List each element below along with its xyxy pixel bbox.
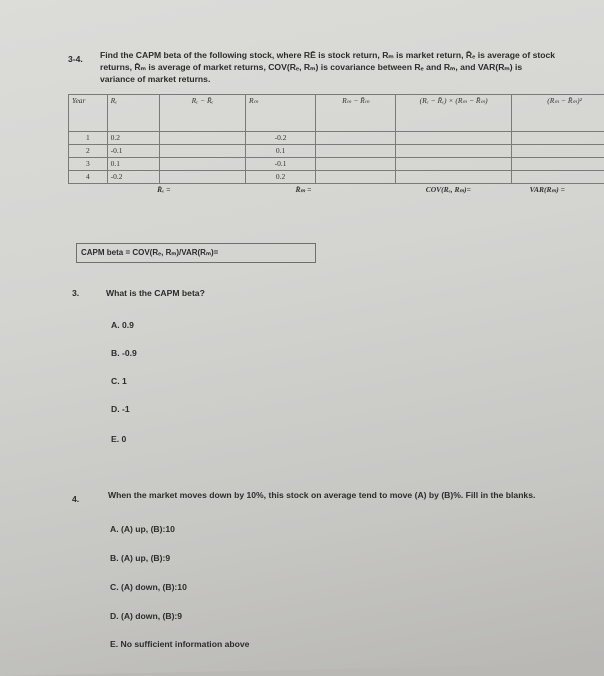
q3-text: What is the CAPM beta? xyxy=(106,288,205,299)
q4-option-e[interactable]: E. No sufficient information above xyxy=(110,639,249,650)
q3-option-e[interactable]: E. 0 xyxy=(111,434,126,445)
cell-rm-dev[interactable] xyxy=(316,132,396,145)
cell-re: 0.1 xyxy=(107,158,159,171)
header-rm: Rₘ xyxy=(246,95,316,132)
header-re: Rₑ xyxy=(107,95,159,132)
total-re-avg[interactable]: R̄ₑ = xyxy=(107,184,245,201)
q3-option-b[interactable]: B. -0.9 xyxy=(111,348,137,359)
total-cov[interactable]: COV(Rₑ, Rₘ)= xyxy=(396,184,512,201)
cell-squared[interactable] xyxy=(512,132,604,145)
header-re-dev: Rₑ − R̄ₑ xyxy=(160,95,246,132)
q3-option-d[interactable]: D. -1 xyxy=(111,404,130,415)
table-row xyxy=(69,171,604,184)
capm-table xyxy=(68,94,604,200)
cell-rm: -0.1 xyxy=(246,158,316,171)
problem-line-1: Find the CAPM beta of the following stock, where RĒ is stock return, Rₘ is market return, R̄ₑ is average of stock xyxy=(100,50,555,61)
cell-product[interactable] xyxy=(396,132,512,145)
cell-rm: 0.1 xyxy=(246,145,316,158)
cell-squared[interactable] xyxy=(512,145,604,158)
total-var[interactable]: VAR(Rₘ) = xyxy=(512,184,604,201)
cell-product[interactable] xyxy=(396,145,512,158)
cell-squared[interactable] xyxy=(512,171,604,184)
cell-re-dev[interactable] xyxy=(160,145,246,158)
cell-rm-dev[interactable] xyxy=(316,145,396,158)
cell-re: -0.1 xyxy=(107,145,159,158)
totals-empty xyxy=(69,184,108,201)
header-rm-dev: Rₘ − R̄ₘ xyxy=(316,95,396,132)
table-totals-row xyxy=(69,184,604,201)
cell-rm: 0.2 xyxy=(246,171,316,184)
cell-product[interactable] xyxy=(396,158,512,171)
cell-re-dev[interactable] xyxy=(160,158,246,171)
cell-rm-dev[interactable] xyxy=(316,158,396,171)
header-product: (Rₑ − R̄ₑ) × (Rₘ − R̄ₘ) xyxy=(396,95,512,132)
cell-year: 3 xyxy=(69,158,108,171)
q4-option-b[interactable]: B. (A) up, (B):9 xyxy=(110,553,170,564)
q4-option-a[interactable]: A. (A) up, (B):10 xyxy=(110,524,175,535)
table-row xyxy=(69,132,604,145)
capm-beta-box[interactable]: CAPM beta = COV(Rₑ, Rₘ)/VAR(Rₘ)= xyxy=(76,243,316,263)
cell-year: 4 xyxy=(69,171,108,184)
q4-text: When the market moves down by 10%, this stock on average tend to move (A) by (B)%. Fill in the blanks. xyxy=(108,490,535,501)
cell-rm-dev[interactable] xyxy=(316,171,396,184)
worksheet xyxy=(20,10,604,653)
q3-option-c[interactable]: C. 1 xyxy=(111,376,127,387)
problem-line-3: variance of market returns. xyxy=(100,74,210,85)
table-row xyxy=(69,158,604,171)
cell-re-dev[interactable] xyxy=(160,132,246,145)
cell-re: -0.2 xyxy=(107,171,159,184)
header-year: Year xyxy=(69,95,108,132)
total-rm-avg[interactable]: R̄ₘ = xyxy=(246,184,396,201)
cell-year: 1 xyxy=(69,132,108,145)
q3-option-a[interactable]: A. 0.9 xyxy=(111,320,134,331)
cell-re: 0.2 xyxy=(107,132,159,145)
cell-product[interactable] xyxy=(396,171,512,184)
q3-number: 3. xyxy=(72,288,79,299)
header-squared: (Rₘ − R̄ₘ)² xyxy=(512,95,604,132)
q4-option-c[interactable]: C. (A) down, (B):10 xyxy=(110,582,187,593)
cell-year: 2 xyxy=(69,145,108,158)
table-header-row xyxy=(69,95,604,132)
cell-re-dev[interactable] xyxy=(160,171,246,184)
cell-rm: -0.2 xyxy=(246,132,316,145)
table-row xyxy=(69,145,604,158)
q4-number: 4. xyxy=(72,494,79,505)
q4-option-d[interactable]: D. (A) down, (B):9 xyxy=(110,611,182,622)
cell-squared[interactable] xyxy=(512,158,604,171)
problem-number: 3-4. xyxy=(68,54,83,65)
problem-line-2: returns, R̄ₘ is average of market returns, COV(Rₑ, Rₘ) is covariance between Rₑ and Rₘ, and VAR(Rₘ) is xyxy=(100,62,522,73)
